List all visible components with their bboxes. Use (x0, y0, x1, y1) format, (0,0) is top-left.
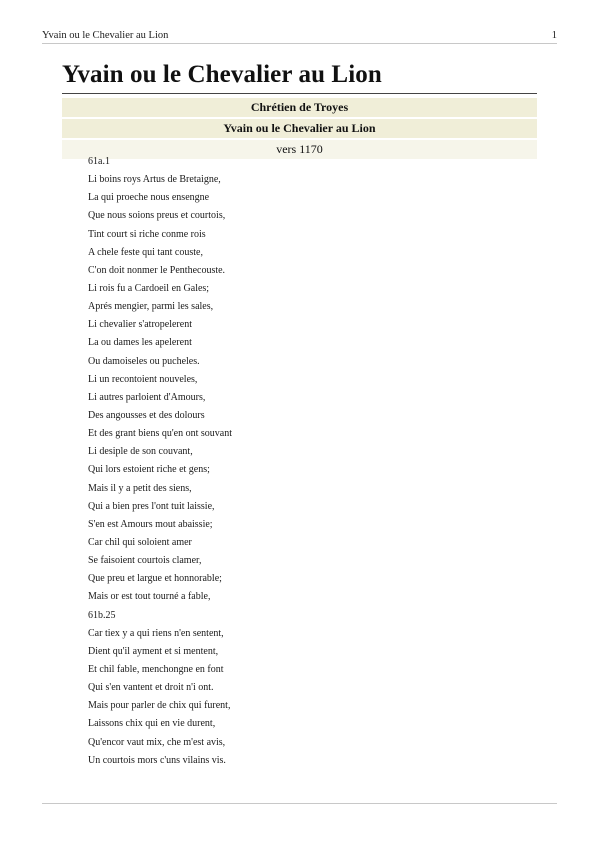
verse-line: S'en est Amours mout abaissie; (88, 518, 213, 530)
work-info-table (62, 98, 537, 161)
page-number: 1 (551, 30, 557, 41)
title-underline (62, 93, 537, 94)
header-divider (42, 43, 557, 44)
verse-line: Des angousses et des dolours (88, 409, 205, 421)
verse-line: Car tiex y a qui riens n'en sentent, (88, 627, 224, 639)
verse-line: Tint court si riche conme rois (88, 228, 206, 240)
verse-line: Li autres parloient d'Amours, (88, 391, 206, 403)
verse-line: A chele feste qui tant couste, (88, 246, 203, 258)
verse-line: Un courtois mors c'uns vilains vis. (88, 754, 226, 766)
verse-line: Laissons chix qui en vie durent, (88, 718, 216, 730)
verse-line: Mais or est tout tourné a fable, (88, 591, 211, 603)
running-header-title: Yvain ou le Chevalier au Lion (42, 30, 169, 41)
folio-marker: 61b.25 (88, 609, 116, 621)
verse-line: Qui lors estoient riche et gens; (88, 464, 210, 476)
verse-line: Car chil qui soloient amer (88, 536, 192, 548)
author-row: Chrétien de Troyes (62, 98, 537, 117)
verse-line: Que preu et largue et honnorable; (88, 573, 222, 585)
verse-list (88, 153, 232, 770)
verse-line: Se faisoient courtois clamer, (88, 555, 202, 567)
folio-marker: 61a.1 (88, 156, 110, 167)
verse-line: Li un recontoient nouveles, (88, 373, 198, 385)
verse-line: Que nous soions preus et courtois, (88, 210, 226, 222)
verse-line: Dient qu'il ayment et si mentent, (88, 645, 219, 657)
verse-line: La ou dames les apelerent (88, 337, 192, 349)
footer-divider (42, 803, 557, 804)
work-title-row: Yvain ou le Chevalier au Lion (62, 119, 537, 138)
verse-line: C'on doit nonmer le Penthecouste. (88, 264, 226, 276)
running-header (42, 28, 557, 44)
verse-line: Qui s'en vantent et droit n'i ont. (88, 682, 214, 694)
verse-line: Aprés mengier, parmi les sales, (88, 301, 214, 313)
verse-line: La qui proeche nous ensengne (88, 192, 210, 204)
page-title: Yvain ou le Chevalier au Lion (62, 61, 382, 88)
verse-line: Li rois fu a Cardoeil en Gales; (88, 282, 210, 294)
verse-line: Et des grant biens qu'en ont souvant (88, 428, 232, 440)
verse-line: Mais il y a petit des siens, (88, 482, 192, 494)
verse-line: Ou damoiseles ou pucheles. (88, 355, 200, 367)
verse-line: Li chevalier s'atropelerent (88, 319, 192, 331)
verse-line: Et chil fable, menchongne en font (88, 663, 224, 675)
verse-line: Li desiple de son couvant, (88, 446, 193, 458)
verse-line: Qui a bien pres l'ont tuit laissie, (88, 500, 215, 512)
verse-line: Li boins roys Artus de Bretaigne, (88, 174, 221, 186)
date-row: vers 1170 (62, 140, 537, 159)
verse-line: Mais pour parler de chix qui furent, (88, 700, 231, 712)
verse-line: Qu'encor vaut mix, che m'est avis, (88, 736, 226, 748)
